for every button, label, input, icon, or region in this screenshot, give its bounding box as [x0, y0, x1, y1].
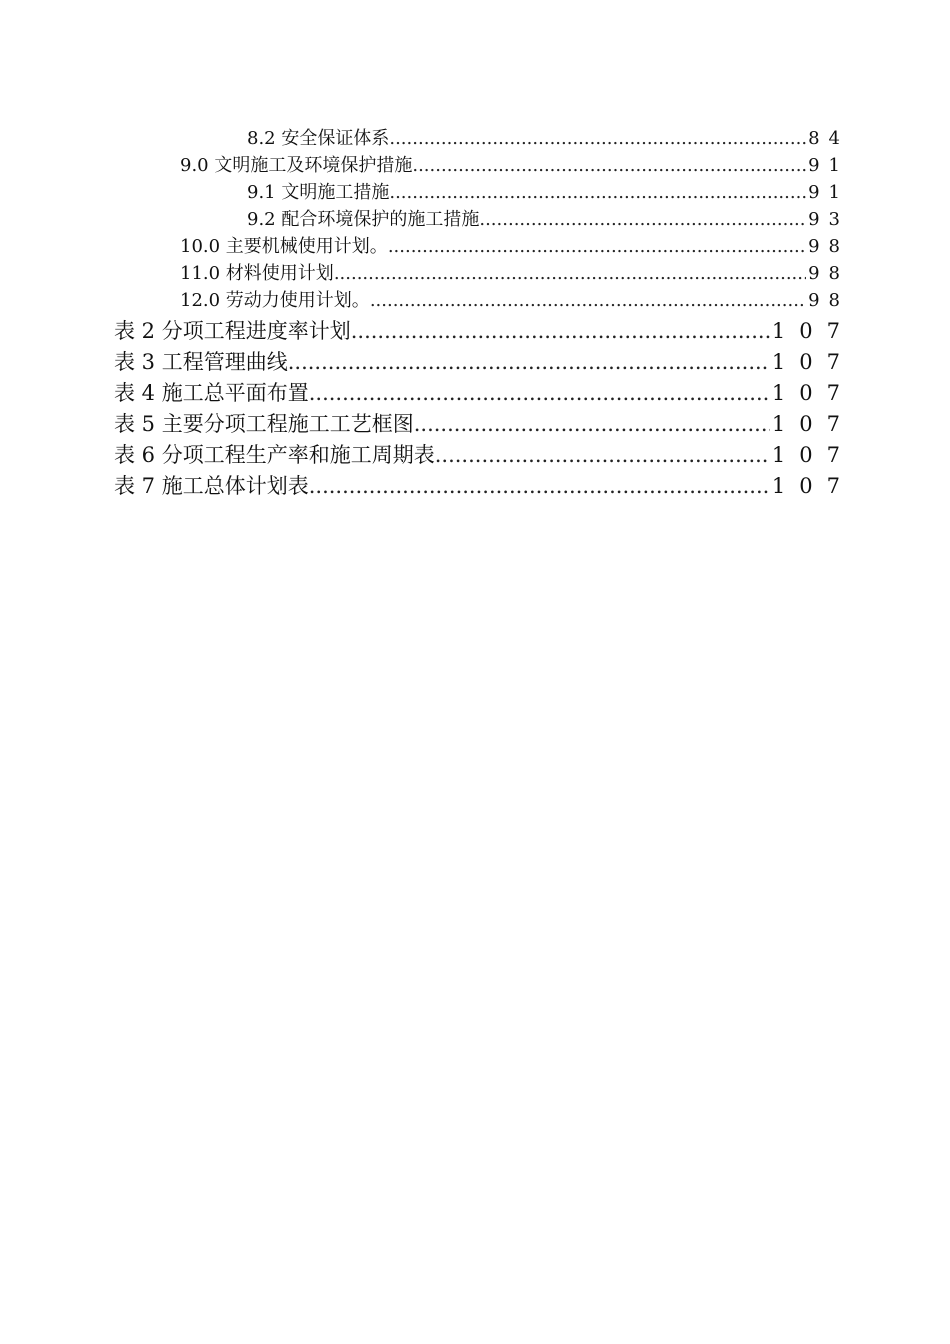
toc-entry-label: 表 7 施工总体计划表	[114, 474, 309, 498]
toc-entry[interactable]	[180, 232, 849, 258]
toc-entry-page: 107	[771, 381, 854, 405]
toc-entry[interactable]	[114, 315, 854, 345]
toc-entry-label: 表 2 分项工程进度率计划	[114, 319, 351, 343]
toc-entry-label: 表 3 工程管理曲线	[114, 350, 288, 374]
toc-entry-label: 表 4 施工总平面布置	[114, 381, 309, 405]
toc-dot-leader	[370, 290, 806, 311]
toc-entry[interactable]	[180, 259, 849, 285]
toc-dot-leader	[389, 128, 806, 149]
toc-entry-page: 107	[771, 474, 854, 498]
toc-entry-label: 9.2 配合环境保护的施工措施	[247, 209, 480, 230]
toc-dot-leader	[351, 319, 770, 343]
toc-entry[interactable]	[180, 286, 849, 312]
toc-entry[interactable]	[180, 151, 849, 177]
toc-dot-leader	[288, 350, 770, 374]
toc-entry-page: 98	[808, 236, 849, 257]
toc-dot-leader	[334, 263, 806, 284]
toc-entry[interactable]	[247, 178, 849, 204]
toc-dot-leader	[479, 209, 806, 230]
toc-entry-label: 11.0 材料使用计划	[180, 263, 334, 284]
toc-entry[interactable]	[114, 470, 854, 500]
toc-entry-page: 91	[808, 182, 849, 203]
toc-entry[interactable]	[114, 408, 854, 438]
toc-dot-leader	[435, 443, 770, 467]
toc-dot-leader	[414, 412, 770, 436]
toc-entry-label: 表 5 主要分项工程施工工艺框图	[114, 412, 414, 436]
toc-entry-page: 93	[808, 209, 849, 230]
toc-entry-page: 98	[808, 263, 849, 284]
toc-dot-leader	[388, 236, 806, 257]
toc-entry[interactable]	[247, 124, 849, 150]
toc-entry[interactable]	[114, 439, 854, 469]
toc-dot-leader	[389, 182, 806, 203]
toc-entry-page: 98	[808, 290, 849, 311]
toc-entry-label: 表 6 分项工程生产率和施工周期表	[114, 443, 435, 467]
toc-entry[interactable]	[114, 377, 854, 407]
toc-dot-leader	[309, 474, 770, 498]
toc-entry-label: 12.0 劳动力使用计划。	[180, 290, 370, 311]
toc-dot-leader	[412, 155, 806, 176]
toc-entry-page: 91	[808, 155, 849, 176]
toc-entry[interactable]	[114, 346, 854, 376]
toc-entry-page: 107	[771, 319, 854, 343]
toc-entry-label: 9.0 文明施工及环境保护措施	[180, 155, 413, 176]
toc-dot-leader	[309, 381, 770, 405]
toc-entry[interactable]	[247, 205, 849, 231]
toc-entry-label: 8.2 安全保证体系	[247, 128, 390, 149]
toc-entry-page: 84	[808, 128, 849, 149]
toc-entry-label: 9.1 文明施工措施	[247, 182, 390, 203]
toc-entry-page: 107	[771, 350, 854, 374]
toc-entry-page: 107	[771, 412, 854, 436]
toc-entry-label: 10.0 主要机械使用计划。	[180, 236, 388, 257]
toc-entry-page: 107	[771, 443, 854, 467]
